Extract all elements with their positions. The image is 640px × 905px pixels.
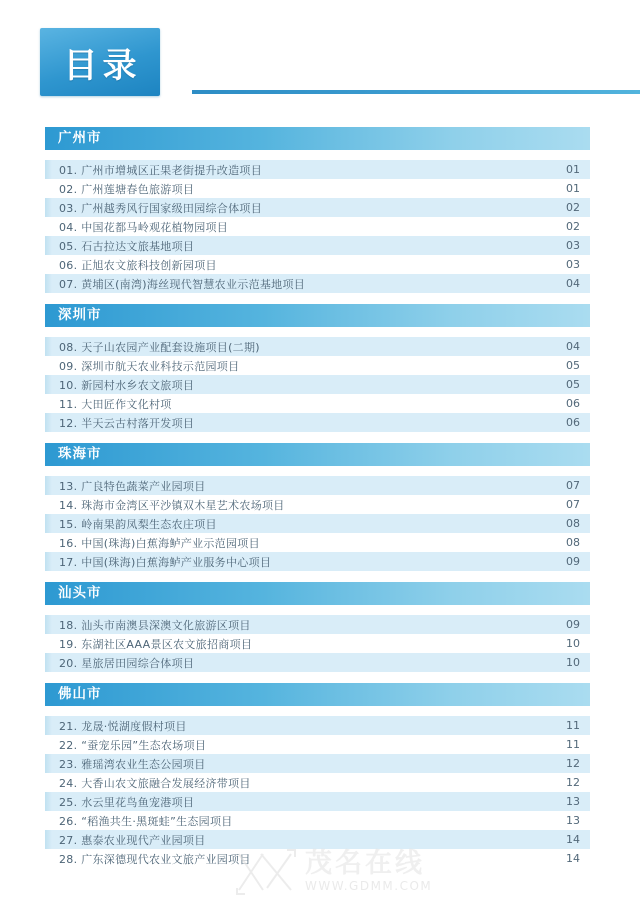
watermark-site-name: 茂名在线 xyxy=(305,848,425,879)
toc-item-page-number: 03 xyxy=(566,258,580,271)
toc-item xyxy=(45,754,590,773)
toc-item-page-number: 05 xyxy=(566,359,580,372)
toc-item xyxy=(45,653,590,672)
city-section-header: 深圳市 xyxy=(45,304,590,327)
toc-item-label: 09. 深圳市航天农业科技示范园项目 xyxy=(59,359,240,373)
toc-item-page-number: 01 xyxy=(566,163,580,176)
toc-item xyxy=(45,634,590,653)
city-section-header: 广州市 xyxy=(45,127,590,150)
toc-item xyxy=(45,533,590,552)
watermark-site-url: WWW.GDMM.COM xyxy=(305,879,433,893)
toc-item-page-number: 11 xyxy=(566,738,580,751)
toc-item-label: 18. 汕头市南澳县深澳文化旅游区项目 xyxy=(59,618,251,632)
toc-item xyxy=(45,179,590,198)
toc-item-page-number: 10 xyxy=(566,656,580,669)
toc-item-label: 23. 雅瑶湾农业生态公园项目 xyxy=(59,757,206,771)
toc-item-label: 24. 大香山农文旅融合发展经济带项目 xyxy=(59,776,251,790)
toc-item-page-number: 08 xyxy=(566,517,580,530)
toc-item xyxy=(45,198,590,217)
toc-item xyxy=(45,773,590,792)
toc-item-label: 06. 正旭农文旅科技创新园项目 xyxy=(59,258,217,272)
toc-item-label: 12. 半天云古村落开发项目 xyxy=(59,416,195,430)
toc-item-label: 05. 石古拉达文旅基地项目 xyxy=(59,239,195,253)
toc-item xyxy=(45,514,590,533)
maoming-online-logo-icon xyxy=(235,848,297,896)
city-section-header: 佛山市 xyxy=(45,683,590,706)
toc-item xyxy=(45,160,590,179)
toc-item-page-number: 14 xyxy=(566,833,580,846)
toc-item xyxy=(45,375,590,394)
toc-item xyxy=(45,236,590,255)
toc-item-label: 20. 星旅居田园综合体项目 xyxy=(59,656,195,670)
toc-item-label: 10. 新园村水乡农文旅项目 xyxy=(59,378,195,392)
toc-item-page-number: 05 xyxy=(566,378,580,391)
toc-item xyxy=(45,337,590,356)
toc-item xyxy=(45,255,590,274)
title-rule-line xyxy=(192,90,640,94)
toc-item xyxy=(45,476,590,495)
toc-item-label: 28. 广东深德现代农业文旅产业园项目 xyxy=(59,852,251,866)
city-section-header: 珠海市 xyxy=(45,443,590,466)
toc-item-list xyxy=(45,160,590,293)
toc-item-list xyxy=(45,337,590,432)
toc-item-page-number: 06 xyxy=(566,397,580,410)
watermark xyxy=(235,846,495,898)
toc-item-page-number: 09 xyxy=(566,618,580,631)
toc-item xyxy=(45,413,590,432)
toc-title-box xyxy=(40,28,160,96)
toc-item-page-number: 04 xyxy=(566,277,580,290)
toc-item-page-number: 01 xyxy=(566,182,580,195)
toc-item-page-number: 14 xyxy=(566,852,580,865)
toc-item xyxy=(45,792,590,811)
toc-item-label: 02. 广州莲塘春色旅游项目 xyxy=(59,182,195,196)
toc-item-page-number: 03 xyxy=(566,239,580,252)
toc-content xyxy=(45,127,590,868)
toc-item xyxy=(45,217,590,236)
toc-item xyxy=(45,615,590,634)
toc-item-page-number: 12 xyxy=(566,776,580,789)
toc-item-label: 08. 天子山农园产业配套设施项目(二期) xyxy=(59,340,260,354)
toc-item-label: 17. 中国(珠海)白蕉海鲈产业服务中心项目 xyxy=(59,555,272,569)
city-section xyxy=(45,127,590,293)
toc-item-page-number: 07 xyxy=(566,479,580,492)
city-section xyxy=(45,683,590,868)
toc-item-label: 15. 岭南果韵凤梨生态农庄项目 xyxy=(59,517,217,531)
toc-item xyxy=(45,735,590,754)
toc-item xyxy=(45,716,590,735)
toc-item-label: 07. 黄埔区(南湾)海丝现代智慧农业示范基地项目 xyxy=(59,277,306,291)
toc-item-label: 19. 东湖社区AAA景区农文旅招商项目 xyxy=(59,637,253,651)
toc-item-list xyxy=(45,476,590,571)
toc-item-page-number: 12 xyxy=(566,757,580,770)
toc-item xyxy=(45,495,590,514)
toc-item-page-number: 13 xyxy=(566,795,580,808)
toc-item-label: 22. “蚕宠乐园”生态农场项目 xyxy=(59,738,207,752)
toc-item-label: 03. 广州越秀风行国家级田园综合体项目 xyxy=(59,201,262,215)
toc-item-label: 01. 广州市增城区正果老街提升改造项目 xyxy=(59,163,262,177)
toc-item-label: 04. 中国花都马岭观花植物园项目 xyxy=(59,220,229,234)
toc-item-page-number: 09 xyxy=(566,555,580,568)
toc-item-list xyxy=(45,615,590,672)
toc-item-label: 11. 大田匠作文化村项 xyxy=(59,397,172,411)
toc-item-page-number: 08 xyxy=(566,536,580,549)
page-title: 目录 xyxy=(63,45,142,86)
toc-item xyxy=(45,552,590,571)
toc-item xyxy=(45,356,590,375)
toc-item xyxy=(45,811,590,830)
toc-item-page-number: 07 xyxy=(566,498,580,511)
toc-item-label: 27. 惠泰农业现代产业园项目 xyxy=(59,833,206,847)
toc-item-label: 16. 中国(珠海)白蕉海鲈产业示范园项目 xyxy=(59,536,260,550)
watermark-text-column xyxy=(305,850,432,894)
toc-item-label: 21. 龙晟·悦湖度假村项目 xyxy=(59,719,187,733)
city-section xyxy=(45,443,590,571)
toc-item-page-number: 10 xyxy=(566,637,580,650)
toc-item-page-number: 04 xyxy=(566,340,580,353)
toc-item-page-number: 02 xyxy=(566,201,580,214)
toc-item-page-number: 11 xyxy=(566,719,580,732)
toc-item-page-number: 06 xyxy=(566,416,580,429)
toc-item-page-number: 13 xyxy=(566,814,580,827)
toc-item-label: 26. “稻渔共生·黑斑蛙”生态园项目 xyxy=(59,814,233,828)
toc-item-label: 13. 广良特色蔬菜产业园项目 xyxy=(59,479,206,493)
city-section-header: 汕头市 xyxy=(45,582,590,605)
toc-item xyxy=(45,274,590,293)
toc-item xyxy=(45,394,590,413)
toc-item-page-number: 02 xyxy=(566,220,580,233)
toc-item-label: 25. 水云里花鸟鱼宠港项目 xyxy=(59,795,195,809)
toc-item-label: 14. 珠海市金湾区平沙镇双木星艺术农场项目 xyxy=(59,498,285,512)
city-section xyxy=(45,582,590,672)
city-section xyxy=(45,304,590,432)
